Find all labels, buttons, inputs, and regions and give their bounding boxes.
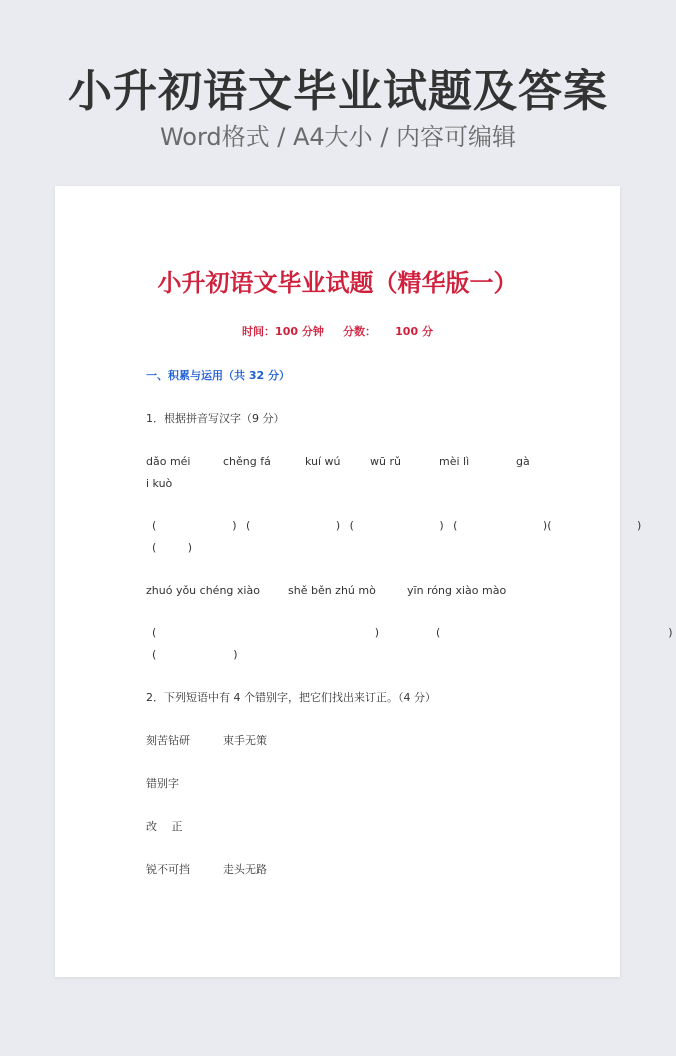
score-value: 100 分 [395, 325, 433, 338]
pinyin-item: mèi lì [439, 455, 470, 468]
pinyin-item: shě běn zhú mò [288, 584, 376, 597]
pinyin-item: chěng fá [223, 455, 271, 468]
phrase: 锐不可挡 [146, 863, 190, 876]
document-title: 小升初语文毕业试题（精华版一） [157, 269, 518, 297]
document-page [55, 186, 673, 977]
phrase: 束手无策 [223, 734, 267, 747]
question-1: 1．根据拼音写汉字（9 分） [146, 412, 285, 425]
score-label: 分数： [343, 325, 376, 338]
pinyin-item: gà [516, 455, 530, 468]
answer-blanks[interactable]: ( ) [152, 541, 193, 554]
answer-blanks[interactable]: ( ) ( ) ( ) ( )( ) [152, 519, 642, 532]
answer-blanks[interactable]: ( ) ( ) [152, 626, 673, 639]
pinyin-item: yīn róng xiào mào [407, 584, 507, 597]
pinyin-item: zhuó yǒu chéng xiào [146, 584, 260, 597]
section-heading: 一、积累与运用（共 32 分） [146, 369, 290, 382]
exam-meta [55, 324, 620, 340]
answer-blanks[interactable]: ( ) [152, 648, 238, 661]
banner-subtitle: Word格式 / A4大小 / 内容可编辑 [159, 123, 517, 151]
correction-label: 改 正 [146, 820, 183, 833]
pinyin-continuation: i kuò [146, 477, 173, 490]
time-label: 时间：100 分钟 [242, 325, 324, 338]
phrase: 刻苦钻研 [146, 734, 190, 747]
banner-title: 小升初语文毕业试题及答案 [68, 66, 608, 117]
phrase: 走头无路 [223, 863, 267, 876]
pinyin-item: wū rǔ [370, 455, 401, 468]
question-2: 2．下列短语中有 4 个错别字，把它们找出来订正。（4 分） [146, 691, 436, 704]
pinyin-item: dǎo méi [146, 455, 191, 468]
pinyin-item: kuí wú [305, 455, 341, 468]
wrong-char-label: 错别字 [146, 777, 179, 790]
